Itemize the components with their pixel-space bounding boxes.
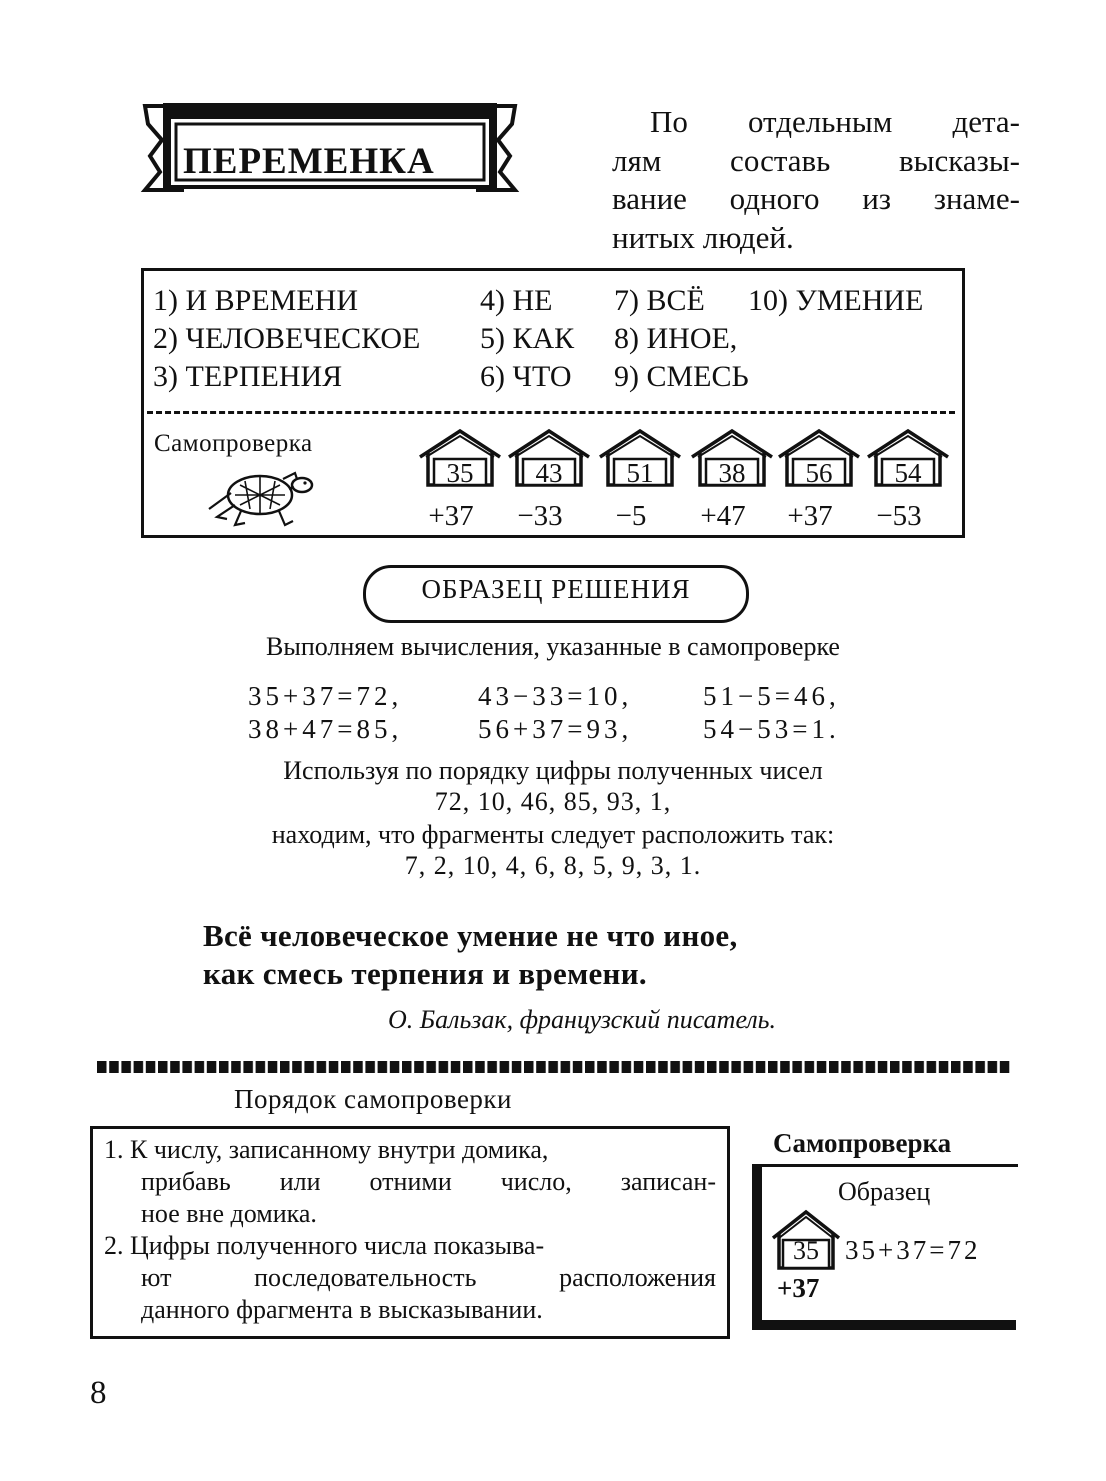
house-operation: −33 xyxy=(517,500,563,532)
procedure-line: 2. Цифры полученного числа показыва- xyxy=(104,1231,545,1260)
page-number: 8 xyxy=(90,1375,107,1411)
house-number: 51 xyxy=(626,458,654,488)
procedure-line: данного фрагмента в высказывании. xyxy=(141,1295,543,1324)
fragment: 10) УМЕНИЕ xyxy=(748,284,924,317)
selfcheck-example-label: Образец xyxy=(838,1177,931,1206)
house-operation: +37 xyxy=(787,500,833,532)
house-number: 54 xyxy=(894,458,922,488)
sample-order: 7, 2, 10, 4, 6, 8, 5, 9, 3, 1. xyxy=(404,851,702,880)
task-text xyxy=(612,103,1020,257)
example-equation: 35+37=72 xyxy=(845,1235,981,1265)
fragment: 2) ЧЕЛОВЕЧЕСКОЕ xyxy=(153,322,421,355)
sample-intro: Выполняем вычисления, указанные в самопроверке xyxy=(266,632,840,661)
fragment: 4) НЕ xyxy=(480,284,553,317)
procedure-title: Порядок самопроверки xyxy=(234,1084,512,1114)
house-number: 35 xyxy=(446,458,474,488)
house-operation: +47 xyxy=(700,500,746,532)
selfcheck-label: Самопроверка xyxy=(154,430,313,457)
fragment: 6) ЧТО xyxy=(480,360,572,393)
sample-numbers: 72, 10, 46, 85, 93, 1, xyxy=(434,787,672,816)
fragment: 5) КАК xyxy=(480,322,575,355)
equation: 56+37=93, xyxy=(478,714,633,744)
square-divider xyxy=(97,1059,1011,1075)
banner-title: ПЕРЕМЕНКА xyxy=(183,141,435,182)
sample-title: ОБРАЗЕЦ РЕШЕНИЯ xyxy=(421,574,691,604)
procedure-line: прибавь или отними число, записан- xyxy=(141,1167,716,1196)
fragment: 8) ИНОЕ, xyxy=(614,322,738,355)
house-number: 38 xyxy=(718,458,746,488)
task-line: По отдельным дета- xyxy=(650,104,1020,139)
fragment: 1) И ВРЕМЕНИ xyxy=(153,284,359,317)
procedure-line: 1. К числу, записанному внутри домика, xyxy=(104,1135,549,1164)
task-line: нитых людей. xyxy=(612,219,794,255)
task-line: лям составь высказы- xyxy=(612,142,1020,178)
sample-text: находим, что фрагменты следует расположить так: xyxy=(271,820,835,849)
sample-text: Используя по порядку цифры полученных чисел xyxy=(283,756,823,785)
dashed-divider xyxy=(147,411,955,414)
fragment: 9) СМЕСЬ xyxy=(614,360,749,393)
house-number: 35 xyxy=(793,1236,819,1265)
equation: 35+37=72, xyxy=(248,681,403,711)
fragment: 7) ВСЁ xyxy=(614,284,705,317)
house-operation: +37 xyxy=(428,500,474,532)
house-number: 56 xyxy=(805,458,833,488)
equation: 54−53=1. xyxy=(703,714,840,744)
selfcheck-example-title: Самопроверка xyxy=(773,1128,952,1158)
fragment: 3) ТЕРПЕНИЯ xyxy=(153,360,343,393)
task-line: вание одного из знаме- xyxy=(612,181,1020,216)
turtle-icon xyxy=(205,465,320,527)
house-operation: −5 xyxy=(615,500,647,532)
house-operation: +37 xyxy=(777,1273,820,1303)
procedure-line: ное вне домика. xyxy=(141,1199,317,1228)
procedure-line: ют последовательность расположения xyxy=(141,1263,716,1292)
quote-line: как смесь терпения и времени. xyxy=(203,956,647,991)
equation: 51−5=46, xyxy=(703,681,840,711)
equation: 43−33=10, xyxy=(478,681,633,711)
house-number: 43 xyxy=(535,458,563,488)
equation: 38+47=85, xyxy=(248,714,403,744)
quote-author: О. Бальзак, французский писатель. xyxy=(388,1005,777,1034)
house-operation: −53 xyxy=(876,500,922,532)
quote-line: Всё человеческое умение не что иное, xyxy=(203,918,738,953)
